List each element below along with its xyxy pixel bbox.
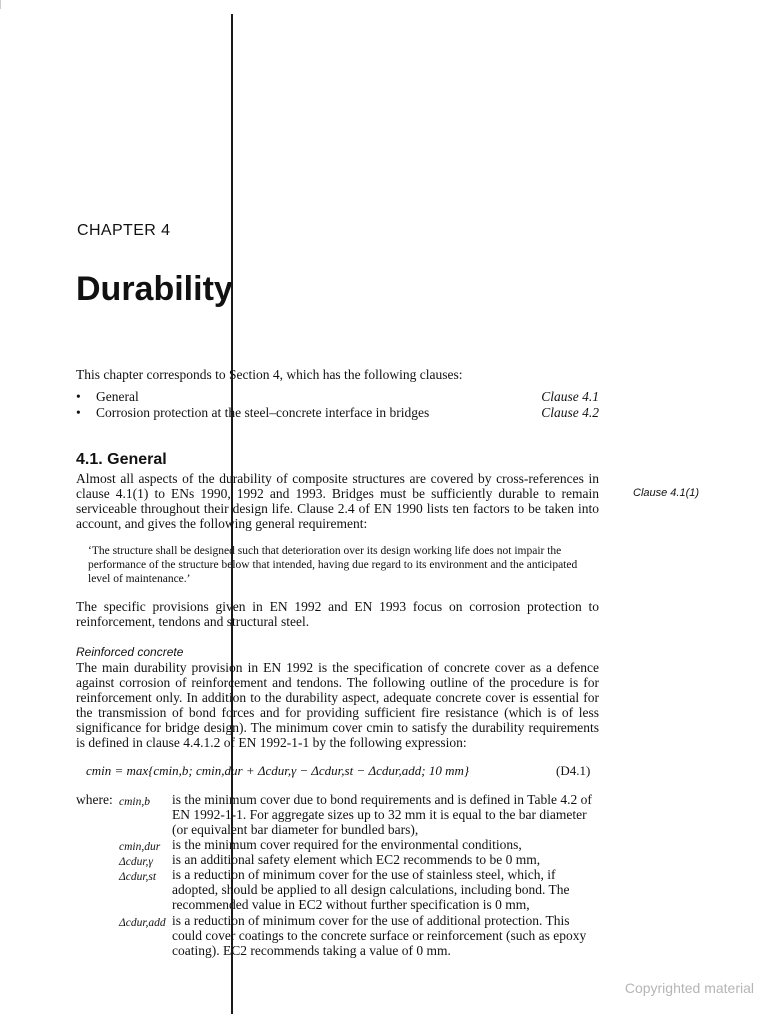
definition-symbol: cmin,dur (119, 841, 161, 853)
definition-text: is a reduction of minimum cover for the use of stainless steel, which, if adopted, should be applied to all design calculations, including bond. The recommended value in EC2 without further specification is 0 mm, (172, 867, 570, 912)
definition-text: is an additional safety element which EC2 recommends to be 0 mm, (172, 852, 541, 867)
definition-text: is a reduction of minimum cover for the use of additional protection. This could cover coatings to the concrete surface or reinforcement (such as epoxy coating). EC2 recommends taking a value of 0 mm. (172, 913, 587, 958)
equation: cmin = max{cmin,b; cmin,dur + Δcdur,γ − Δcdur,st − Δcdur,add; 10 mm} (86, 763, 470, 778)
definition-symbol: Δcdur,add (119, 917, 166, 929)
clause-ref: Clause 4.1 (541, 389, 599, 404)
subsection-heading: Reinforced concrete (76, 645, 184, 659)
chapter-title: Durability (76, 270, 233, 308)
section-heading: 4.1. General (76, 451, 167, 468)
block-quote: ‘The structure shall be designed such that deterioration over its design working life does not impair the performance of the structure below that intended, having due regard to its environment and the anticipated level of maintenance.’ (88, 545, 578, 585)
scan-mark (0, 0, 1, 9)
clause-name: General (96, 389, 139, 404)
chapter-label: CHAPTER 4 (77, 222, 171, 239)
definition-symbol: Δcdur,γ (119, 856, 153, 868)
definition-symbol: cmin,b (119, 796, 150, 808)
clause-list (76, 389, 599, 421)
subsection-paragraph: The main durability provision in EN 1992 is the specification of concrete cover as a defence against corrosion of reinforcement and tendons. The following outline of the procedure is for reinforcement only. In addition to the durability aspect, adequate concrete cover is essential for the transmission of bond forces and for providing sufficient fire resistance (which is of less significance for bridge design). The minimum cover cmin to satisfy the durability requirements is defined in clause 4.4.1.2 of EN 1992-1-1 by the following expression: (76, 660, 599, 750)
margin-note: Clause 4.1(1) (633, 487, 700, 499)
definition-text: is the minimum cover due to bond requirements and is defined in Table 4.2 of EN 1992-1-1. For aggregate sizes up to 32 mm it is equal to the bar diameter (or equivalent bar diameter for bundled bars), (172, 792, 592, 837)
clause-item (76, 389, 599, 405)
bullet: • (76, 405, 81, 420)
section-paragraph-1: Almost all aspects of the durability of composite structures are covered by cross-references in clause 4.1(1) to ENs 1990, 1992 and 1993. Bridges must be sufficiently durable to remain serviceable throughout their design life. Clause 2.4 of EN 1990 lists ten factors to be taken into account, and gives the following general requirement: (76, 471, 599, 531)
clause-item (76, 405, 599, 421)
where-label: where: (76, 792, 113, 807)
clause-name: Corrosion protection at the steel–concrete interface in bridges (96, 405, 430, 420)
section-paragraph-2: The specific provisions given in EN 1992 and EN 1993 focus on corrosion protection to reinforcement, tendons and structural steel. (76, 599, 599, 629)
copyright-watermark: Copyrighted material (624, 980, 754, 996)
definition-text: is the minimum cover required for the environmental conditions, (172, 837, 522, 852)
equation-number: (D4.1) (556, 763, 591, 778)
intro-text: This chapter corresponds to Section 4, which has the following clauses: (76, 367, 463, 382)
bullet: • (76, 389, 81, 404)
definition-symbol: Δcdur,st (119, 871, 157, 883)
clause-ref: Clause 4.2 (541, 405, 599, 420)
